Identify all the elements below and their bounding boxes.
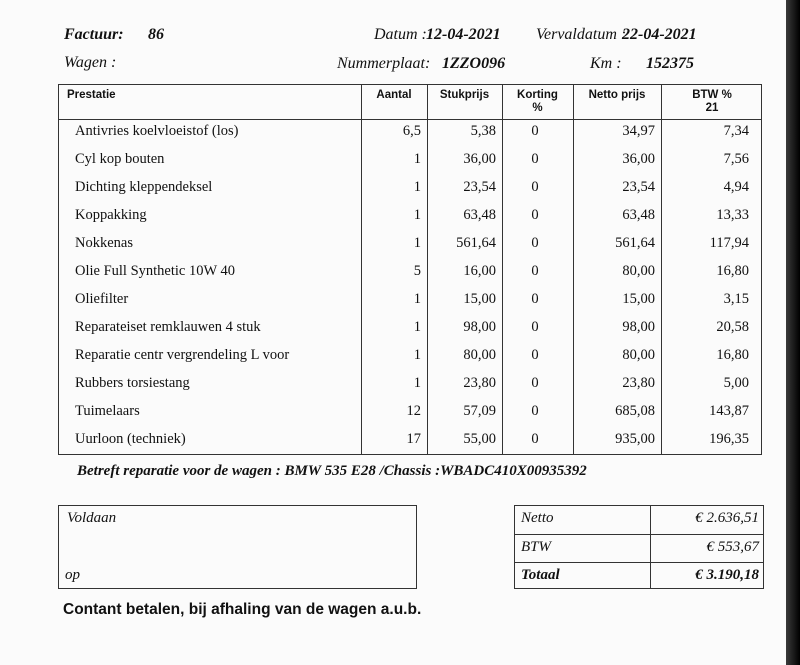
korting-cell: 0 [531,291,539,307]
prestatie-cell: Reparatie centr vergrendeling L voor [75,347,290,363]
stukprijs-cell: 55,00 [463,431,496,447]
totals-table [514,505,764,589]
aantal-cell: 1 [413,151,421,167]
table-row [59,287,761,315]
korting-cell: 0 [531,263,539,279]
aantal-cell: 6,5 [402,123,421,139]
table-row [59,119,761,147]
table-row [59,427,761,455]
stukprijs-cell: 36,00 [463,151,496,167]
btw-cell: 13,33 [716,207,749,223]
btw-cell: 16,80 [716,347,749,363]
netto-cell: 98,00 [622,319,655,335]
korting-cell: 0 [531,319,539,335]
korting-cell: 0 [531,431,539,447]
stukprijs-cell: 15,00 [463,291,496,307]
prestatie-cell: Dichting kleppendeksel [75,179,213,195]
btw-cell: 7,34 [723,123,749,139]
stukprijs-cell: 23,54 [463,179,496,195]
totals-value: € 2.636,51 [695,510,759,526]
prestatie-cell: Oliefilter [75,291,129,307]
factuur-label: Factuur: [64,26,124,43]
prestatie-cell: Antivries koelvloeistof (los) [75,123,239,139]
totals-row [515,534,763,563]
table-row [59,371,761,399]
totals-value: € 3.190,18 [695,567,759,583]
btw-cell: 117,94 [709,235,749,251]
netto-cell: 80,00 [622,263,655,279]
stukprijs-cell: 16,00 [463,263,496,279]
col-netto: Netto prijs [588,89,646,101]
aantal-cell: 12 [406,403,421,419]
aantal-cell: 1 [413,291,421,307]
korting-cell: 0 [531,403,539,419]
payment-box [58,505,417,589]
vehicle-note: Betreft reparatie voor de wagen : BMW 535 E28 /Chassis :WBADC410X00935392 [77,463,587,479]
prestaties-table [58,84,762,455]
vervaldatum-value: 22-04-2021 [622,26,697,43]
stukprijs-cell: 23,80 [463,375,496,391]
prestatie-cell: Reparateiset remklauwen 4 stuk [75,319,261,335]
table-row [59,315,761,343]
prestatie-cell: Rubbers torsiestang [75,375,190,391]
stukprijs-cell: 80,00 [463,347,496,363]
col-stukprijs: Stukprijs [439,89,490,101]
datum-label: Datum : [374,26,427,43]
prestatie-cell: Cyl kop bouten [75,151,165,167]
payment-instruction: Contant betalen, bij afhaling van de wagen a.u.b. [63,601,422,618]
nummerplaat-value: 1ZZO096 [442,55,506,72]
prestatie-cell: Olie Full Synthetic 10W 40 [75,263,236,279]
col-btw: BTW % [692,89,732,101]
totals-label: BTW [521,539,551,555]
col-prestatie: Prestatie [67,89,116,101]
aantal-cell: 1 [413,179,421,195]
col-korting: Korting [517,89,558,101]
prestatie-cell: Tuimelaars [75,403,140,419]
korting-cell: 0 [531,123,539,139]
aantal-cell: 1 [413,235,421,251]
korting-cell: 0 [531,347,539,363]
btw-cell: 7,56 [723,151,749,167]
netto-cell: 23,54 [622,179,655,195]
aantal-cell: 5 [413,263,421,279]
table-row [59,231,761,259]
btw-cell: 4,94 [723,179,749,195]
table-row [59,259,761,287]
netto-cell: 685,08 [615,403,655,419]
col-btw-rate: 21 [705,102,719,114]
km-value: 152375 [646,55,694,72]
aantal-cell: 17 [406,431,421,447]
btw-cell: 3,15 [723,291,749,307]
stukprijs-cell: 63,48 [463,207,496,223]
btw-cell: 196,35 [709,431,749,447]
col-aantal: Aantal [376,89,412,101]
netto-cell: 15,00 [622,291,655,307]
netto-cell: 935,00 [615,431,655,447]
btw-cell: 16,80 [716,263,749,279]
netto-cell: 80,00 [622,347,655,363]
prestatie-cell: Nokkenas [75,235,133,251]
op-label: op [65,567,80,583]
netto-cell: 561,64 [615,235,655,251]
korting-cell: 0 [531,235,539,251]
km-label: Km : [590,55,622,72]
nummerplaat-label: Nummerplaat: [337,55,431,72]
prestatie-cell: Koppakking [75,207,147,223]
table-row [59,203,761,231]
vervaldatum-label: Vervaldatum : [536,26,627,43]
korting-cell: 0 [531,207,539,223]
korting-cell: 0 [531,375,539,391]
btw-cell: 20,58 [716,319,749,335]
aantal-cell: 1 [413,347,421,363]
aantal-cell: 1 [413,207,421,223]
page-edge-shadow [786,0,800,665]
netto-cell: 36,00 [622,151,655,167]
table-row [59,399,761,427]
table-row [59,175,761,203]
korting-cell: 0 [531,179,539,195]
korting-cell: 0 [531,151,539,167]
totals-label: Totaal [521,567,560,583]
netto-cell: 23,80 [622,375,655,391]
table-row [59,343,761,371]
btw-cell: 143,87 [709,403,749,419]
totals-label: Netto [521,510,554,526]
stukprijs-cell: 57,09 [463,403,496,419]
aantal-cell: 1 [413,319,421,335]
factuur-number: 86 [148,26,164,43]
totals-row [515,506,763,534]
wagen-label: Wagen : [64,54,117,71]
totals-row [515,562,763,591]
voldaan-label: Voldaan [67,510,117,526]
stukprijs-cell: 98,00 [463,319,496,335]
totals-value: € 553,67 [706,539,759,555]
col-korting-unit: % [532,102,543,114]
btw-cell: 5,00 [723,375,749,391]
stukprijs-cell: 561,64 [456,235,496,251]
table-row [59,147,761,175]
prestatie-cell: Uurloon (techniek) [75,431,186,447]
stukprijs-cell: 5,38 [470,123,496,139]
netto-cell: 34,97 [622,123,655,139]
netto-cell: 63,48 [622,207,655,223]
datum-value: 12-04-2021 [426,26,501,43]
aantal-cell: 1 [413,375,421,391]
